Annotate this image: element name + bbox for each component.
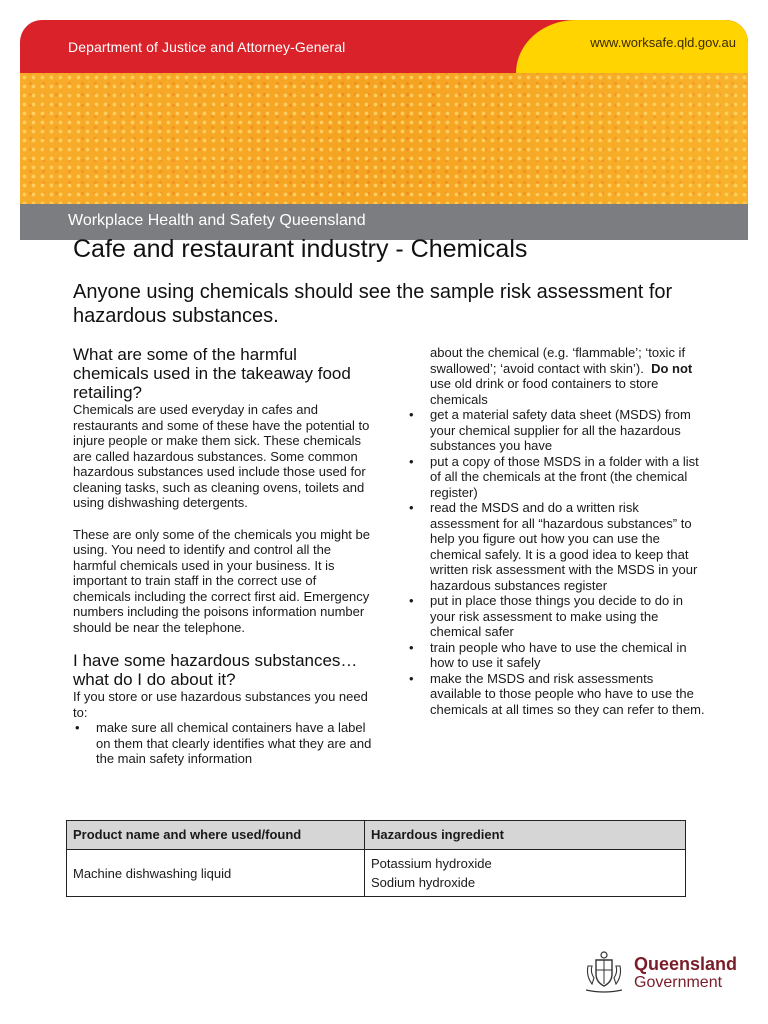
list-item: • read the MSDS and do a written risk assessment for all “hazardous substances” to help you figure out how you can use the chemical safely. It is a good idea to keep that written risk assessment with the MSDS in your hazardous substances register: [407, 500, 707, 593]
ingredient-cell: [365, 850, 686, 897]
list-item: • put a copy of those MSDS in a folder with a list of all the chemicals at the front (the chemical register): [407, 454, 707, 501]
paragraph-need-to: If you store or use hazardous substances you need to:: [73, 689, 368, 720]
list-item: • train people who have to use the chemical in how to use it safely: [407, 640, 707, 671]
heading-what-to-do: I have some hazardous substances… what do I do about it?: [73, 651, 358, 689]
left-column: [73, 345, 373, 767]
continuation-text-end: use old drink or food containers to store chemicals: [430, 376, 659, 407]
table-row: [67, 850, 686, 897]
column-header-product: Product name and where used/found: [67, 821, 365, 850]
queensland-government-logo: [580, 948, 738, 998]
right-column: [407, 345, 707, 717]
page-subtitle: Anyone using chemicals should see the sample risk assessment for hazardous substances.: [73, 281, 673, 327]
header-red-band: [20, 20, 748, 73]
heading-harmful-chemicals: What are some of the harmful chemicals used in the takeaway food retailing?: [73, 345, 351, 402]
logo-queensland: Queensland: [634, 954, 738, 974]
action-list-left: [73, 720, 373, 767]
agency-name: Workplace Health and Safety Queensland: [68, 212, 366, 229]
header-banner: [20, 20, 748, 229]
list-item: • make sure all chemical containers have a label on them that clearly identifies what they are and the main safety information: [73, 720, 373, 767]
list-item: • get a material safety data sheet (MSDS) from your chemical supplier for all the hazardous substances you have: [407, 407, 707, 454]
header-pattern: [20, 73, 748, 204]
table-header-row: [67, 821, 686, 850]
action-list-right: [407, 407, 707, 717]
list-item-continuation: [407, 345, 707, 407]
ingredient-item: Potassium hydroxide: [371, 856, 492, 871]
website-url[interactable]: www.worksafe.qld.gov.au: [590, 35, 736, 50]
logo-government: Government: [634, 974, 723, 991]
paragraph-intro: Chemicals are used everyday in cafes and restaurants and some of these have the potential to injure people or make them sick. These chemicals are called hazardous substances. Some common hazardous substances used include those used for cleaning tasks, such as cleaning ovens, toilets and using dishwashing detergents.: [73, 402, 370, 510]
paragraph-control: These are only some of the chemicals you might be using. You need to identify and control all the harmful chemicals used in your business. It is important to train staff in the correct use of chemicals including the correct first aid. Emergency numbers including the poisons information number should be near the telephone.: [73, 526, 370, 635]
page-title: Cafe and restaurant industry - Chemicals: [73, 235, 528, 263]
hazardous-substances-table: [66, 820, 686, 897]
column-header-ingredient: Hazardous ingredient: [365, 821, 686, 850]
list-item: • put in place those things you decide to do in your risk assessment to make using the chemical safer: [407, 593, 707, 640]
department-name: Department of Justice and Attorney-General: [68, 39, 346, 55]
product-cell: Machine dishwashing liquid: [67, 850, 365, 897]
do-not-emphasis: Do not: [651, 360, 693, 376]
coat-of-arms-icon: [580, 948, 628, 996]
list-item: • make the MSDS and risk assessments available to those people who have to use the chemicals at all times so they can refer to them.: [407, 671, 707, 718]
continuation-text: about the chemical (e.g. ‘flammable’; ‘toxic if swallowed’; ‘avoid contact with skin’).: [430, 345, 686, 376]
header-yellow-tab: [516, 20, 748, 73]
ingredient-item: Sodium hydroxide: [371, 875, 476, 890]
